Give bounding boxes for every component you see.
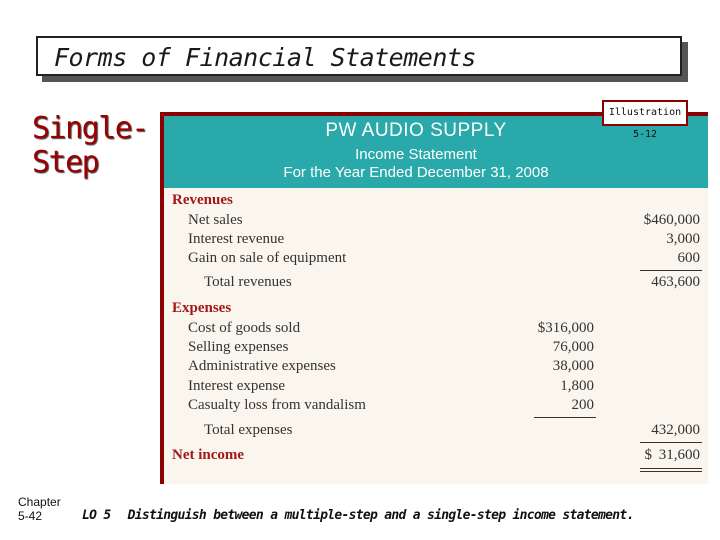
income-statement [160, 112, 708, 484]
revenue-label: Interest revenue [188, 231, 285, 247]
revenue-label: Gain on sale of equipment [188, 250, 347, 266]
expense-row [164, 339, 708, 359]
expense-label: Interest expense [188, 378, 286, 394]
revenue-row [164, 212, 708, 232]
expense-row [164, 397, 708, 417]
learning-objective [82, 508, 634, 523]
chapter-info [18, 495, 61, 523]
statement-header [164, 116, 708, 188]
total-revenues-amount: 463,600 [651, 274, 700, 290]
chapter-label: Chapter [18, 495, 61, 509]
statement-period: For the Year Ended December 31, 2008 [283, 164, 549, 181]
expenses-heading: Expenses [172, 300, 232, 316]
net-income-row [164, 447, 708, 467]
net-income-double-rule-2 [640, 471, 702, 472]
expense-amount: 38,000 [552, 358, 594, 374]
expense-label: Cost of goods sold [188, 320, 301, 336]
expense-label: Selling expenses [188, 339, 289, 355]
revenue-amount: 3,000 [666, 231, 700, 247]
expense-label: Casualty loss from vandalism [188, 397, 366, 413]
expense-amount: 1,800 [560, 378, 594, 394]
net-income-amount: 31,600 [658, 447, 700, 463]
total-expenses-label: Total expenses [204, 422, 293, 438]
total-expenses-row [164, 422, 708, 442]
total-revenues-row [164, 274, 708, 294]
page-number: 5-42 [18, 509, 43, 523]
total-revenues-label: Total revenues [204, 274, 292, 290]
lo-tag: LO 5 [82, 508, 111, 523]
net-income-currency: $ [644, 447, 652, 463]
revenues-heading: Revenues [172, 192, 233, 208]
revenue-row [164, 250, 708, 270]
slide-title: Forms of Financial Statements [54, 43, 476, 72]
statement-type: Income Statement [355, 146, 477, 163]
expense-row [164, 378, 708, 398]
net-income-rule [640, 442, 702, 443]
revenues-subtotal-rule [640, 270, 702, 271]
total-expenses-amount: 432,000 [651, 422, 700, 438]
revenue-amount: $460,000 [643, 212, 700, 228]
net-income-label: Net income [172, 447, 245, 463]
lo-text: Distinguish between a multiple-step and a single-step income statement. [127, 508, 634, 523]
revenue-row [164, 231, 708, 251]
expense-amount: $316,000 [537, 320, 594, 336]
revenues-heading-row [164, 192, 708, 212]
illustration-badge: Illustration 5-12 [602, 100, 688, 126]
single-step-label [32, 112, 152, 180]
side-label-line2: Step [32, 145, 99, 180]
expenses-heading-row [164, 300, 708, 320]
expense-row [164, 320, 708, 340]
side-label-line1: Single- [32, 111, 148, 146]
net-income-double-rule-1 [640, 468, 702, 469]
expense-amount: 200 [571, 397, 594, 413]
revenue-amount: 600 [677, 250, 700, 266]
expense-amount: 76,000 [552, 339, 594, 355]
expense-label: Administrative expenses [188, 358, 336, 374]
expenses-subtotal-rule [534, 417, 596, 418]
revenue-label: Net sales [188, 212, 243, 228]
expense-row [164, 358, 708, 378]
company-name: PW AUDIO SUPPLY [325, 120, 507, 141]
title-banner [36, 36, 682, 76]
